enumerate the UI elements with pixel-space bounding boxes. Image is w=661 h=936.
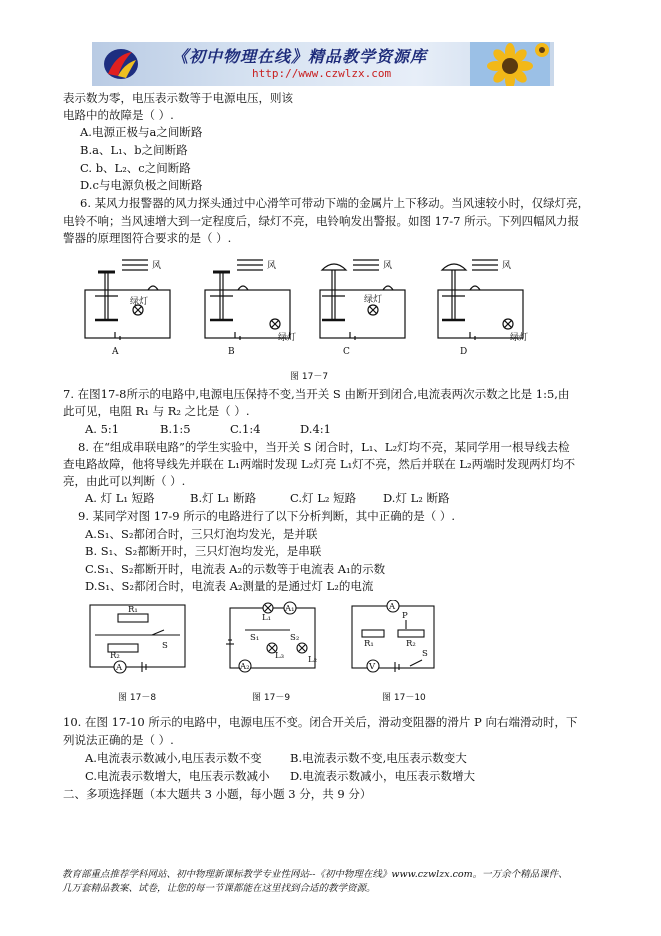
label-p: P	[402, 611, 408, 621]
q5-option-d: D.c与电源负极之间断路	[80, 178, 203, 192]
circuit-b	[205, 272, 290, 340]
q5-option-a: A.电源正极与a之间断路	[80, 125, 203, 139]
q10-option-d: D.电流表示数减小，电压表示数增大	[290, 769, 475, 783]
figure-17-10-caption: 图 17－10	[382, 693, 426, 703]
ammeter-a1-label: A₁	[285, 604, 295, 614]
q6-line3: 警器的原理图符合要求的是（ ）.	[63, 231, 232, 245]
banner-title: 《初中物理在线》精品教学资源库	[172, 47, 428, 66]
q10-option-a: A.电流表示数减小,电压表示数不变	[85, 751, 262, 765]
q9-option-a: A.S₁、S₂都闭合时，三只灯泡均发光，是并联	[85, 527, 318, 541]
label-r1: R₁	[128, 605, 138, 615]
header-banner	[92, 42, 554, 86]
lamp-label-c: 绿灯	[364, 295, 383, 305]
q6-line2: 电铃不响；当风速增大到一定程度后，绿灯不亮，电铃响发出警报。如图 17-7 所示。下列四幅风力报	[63, 214, 580, 228]
figure-label-b: B	[228, 347, 235, 357]
figures-17-8-to-17-10	[80, 600, 460, 685]
q7-option-a: A. 5:1	[85, 422, 120, 436]
q8-line3: 亮，由此可以判断（ ）.	[63, 474, 186, 488]
wind-label-d: 风	[502, 261, 512, 271]
figure-17-9-caption: 图 17－9	[252, 693, 291, 703]
figure-17-8-caption: 图 17－8	[118, 693, 157, 703]
q9-line: 9. 某同学对图 17-9 所示的电路进行了以下分析判断，其中正确的是（ ）.	[78, 509, 456, 523]
label-s-10: S	[422, 649, 428, 659]
q5-option-c: C. b、L₂、c之间断路	[80, 161, 191, 175]
q6-line1: 6. 某风力报警器的风力探头通过中心滑竿可带动下端的金属片上下移动。当风速较小时，仅绿灯亮，	[80, 196, 590, 210]
q5-line2: 电路中的故障是（ ）.	[63, 108, 174, 122]
q8-option-c: C.灯 L₂ 短路	[290, 491, 357, 505]
q8-line1: 8. 在“组成串联电路”的学生实验中，当开关 S 闭合时，L₁、L₂灯均不亮，某同学用一根导线去检	[78, 440, 570, 454]
label-s2: S₂	[290, 633, 300, 643]
section-2-heading: 二、多项选择题（本大题共 3 小题，每小题 3 分，共 9 分）	[63, 787, 372, 801]
voltmeter-v-label: V	[369, 662, 376, 672]
q9-option-d: D.S₁、S₂都闭合时，电流表 A₂测量的是通过灯 L₂的电流	[85, 579, 374, 593]
label-r2-10: R₂	[406, 639, 416, 649]
figure-17-7-caption: 图 17－7	[290, 372, 329, 382]
q8-option-a: A. 灯 L₁ 短路	[85, 491, 155, 505]
circuit-c	[320, 264, 405, 340]
q5-option-b: B.a、L₁、b之间断路	[80, 143, 188, 157]
q10-line1: 10. 在图 17-10 所示的电路中，电源电压不变。闭合开关后，滑动变阻器的滑片 P 向右端滑动时，下	[63, 715, 578, 729]
label-s1: S₁	[250, 633, 260, 643]
wind-arrows	[122, 260, 498, 270]
footer-line1: 教育部重点推荐学科网站、初中物理新课标教学专业性网站--《初中物理在线》www.czwlzx.com。一万余个精品课件、	[62, 869, 568, 880]
q7-option-c: C.1:4	[230, 422, 261, 436]
label-l2: L₂	[308, 655, 318, 665]
q7-line1: 7. 在图17-8所示的电路中,电源电压保持不变,当开关 S 由断开到闭合,电流表两次示数之比是 1:5,由	[63, 387, 570, 401]
q10-line2: 列说法正确的是（ ）.	[63, 733, 174, 747]
q5-line1: 表示数为零，电压表示数等于电源电压，则该	[63, 91, 293, 105]
label-r1-10: R₁	[364, 639, 374, 649]
circuit-a	[85, 272, 170, 340]
sunflower-image	[470, 42, 550, 86]
figure-17-7	[60, 252, 620, 367]
lamp-label-d: 绿灯	[510, 333, 529, 343]
circuit-17-8	[90, 605, 185, 673]
q8-option-d: D.灯 L₂ 断路	[383, 491, 450, 505]
banner-url[interactable]: http://www.czwlzx.com	[252, 67, 392, 80]
q10-option-c: C.电流表示数增大，电压表示数减小	[85, 769, 270, 783]
wind-label-b: 风	[267, 261, 277, 271]
q7-option-b: B.1:5	[160, 422, 191, 436]
label-l1: L₁	[262, 613, 272, 623]
q10-option-b: B.电流表示数不变,电压表示数变大	[290, 751, 467, 765]
wind-label-a: 风	[152, 261, 162, 271]
ammeter-a-label: A	[116, 663, 123, 673]
lamp-label-a: 绿灯	[130, 297, 149, 307]
q8-option-b: B.灯 L₁ 断路	[190, 491, 257, 505]
wind-label-c: 风	[383, 261, 393, 271]
ammeter-a2-label: A₂	[240, 662, 250, 672]
figure-label-c: C	[343, 347, 350, 357]
q7-option-d: D.4:1	[300, 422, 331, 436]
lamp-label-b: 绿灯	[278, 333, 297, 343]
label-s: S	[162, 641, 168, 651]
label-r2: R₂	[110, 651, 120, 661]
ammeter-a-label-2: A	[389, 602, 396, 612]
footer-line2: 几万套精品教案、试卷，让您的每一节课都能在这里找到合适的教学资源。	[62, 883, 376, 894]
site-logo-icon	[102, 46, 140, 82]
figure-label-a: A	[112, 347, 119, 357]
q9-option-c: C.S₁、S₂都断开时，电流表 A₂的示数等于电流表 A₁的示数	[85, 562, 386, 576]
figure-label-d: D	[460, 347, 468, 357]
label-l3: L₃	[275, 651, 285, 661]
circuit-d	[438, 264, 523, 340]
q9-option-b: B. S₁、S₂都断开时，三只灯泡均发光，是串联	[85, 544, 322, 558]
q7-line2: 此可见，电阻 R₁ 与 R₂ 之比是（ ）.	[63, 404, 250, 418]
q8-line2: 查电路故障，他将导线先并联在 L₁两端时发现 L₂灯亮 L₁灯不亮，然后并联在 L₂两端时发现两灯均不	[63, 457, 576, 471]
